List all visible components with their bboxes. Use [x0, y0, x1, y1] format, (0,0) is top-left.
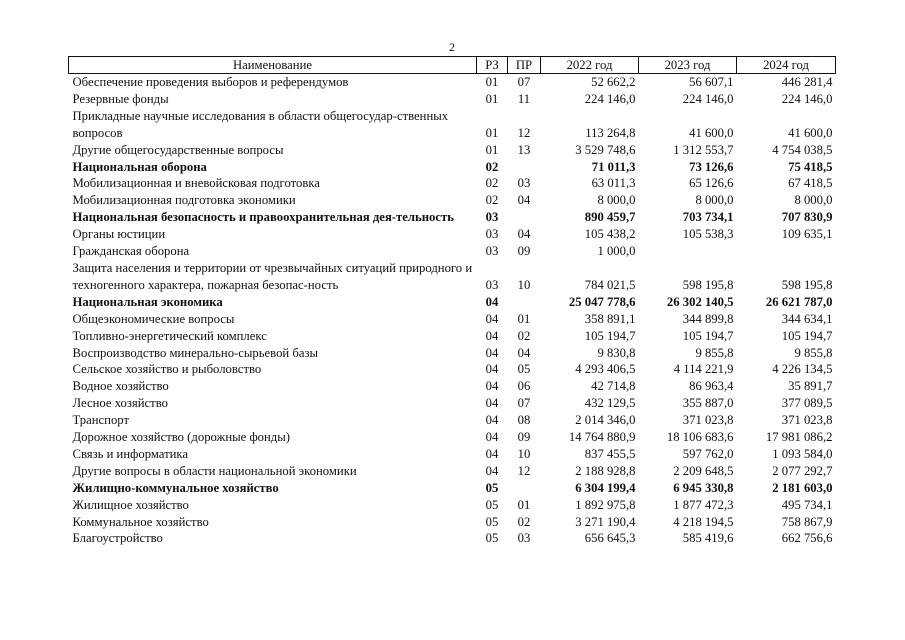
row-value-2022: 6 304 199,4 [575, 480, 636, 495]
row-name: Защита населения и территории от чрезвычайных ситуаций природного и техногенного характера, пожарная безопас-ность [72, 260, 473, 292]
row-rz: 04 [485, 430, 499, 445]
row-name: Транспорт [72, 413, 130, 428]
row-value-2023: 1 877 472,3 [673, 497, 734, 512]
row-rz: 01 [485, 75, 499, 89]
row-name: Национальная оборона [72, 159, 207, 174]
table-row [69, 378, 836, 395]
row-value-2022: 9 830,8 [597, 345, 636, 360]
budget-table [68, 56, 836, 547]
table-row [69, 74, 836, 91]
row-name: Мобилизационная и вневойсковая подготовка [72, 176, 320, 191]
row-pr: 04 [517, 227, 531, 242]
row-value-2024: 26 621 787,0 [765, 294, 833, 309]
row-value-2023: 344 899,8 [682, 311, 734, 326]
row-pr: 03 [517, 531, 531, 546]
row-value-2023: 224 146,0 [682, 91, 734, 106]
row-value-2024: 495 734,1 [781, 497, 833, 512]
row-value-2024: 707 830,9 [781, 210, 833, 225]
row-rz: 04 [485, 379, 499, 394]
row-name: Национальная экономика [72, 294, 223, 309]
row-pr: 10 [517, 446, 531, 461]
table-row [69, 108, 836, 142]
row-value-2023: 2 209 648,5 [673, 463, 734, 478]
row-value-2022: 890 459,7 [584, 210, 636, 225]
row-value-2023: 65 126,6 [689, 176, 734, 191]
row-value-2024: 9 855,8 [794, 345, 833, 360]
row-value-2024: 35 891,7 [788, 379, 833, 394]
table-row [69, 175, 836, 192]
table-row [69, 192, 836, 209]
row-pr: 07 [517, 396, 531, 411]
row-rz: 04 [485, 413, 499, 428]
row-pr: 07 [517, 75, 531, 89]
header-2024: 2024 год [737, 57, 836, 74]
row-value-2022: 358 891,1 [584, 311, 636, 326]
table-row [69, 514, 836, 531]
row-value-2022: 14 764 880,9 [568, 430, 636, 445]
row-name: Дорожное хозяйство (дорожные фонды) [72, 430, 291, 445]
row-value-2023: 585 419,6 [682, 531, 734, 546]
row-pr: 03 [517, 176, 531, 191]
row-name: Водное хозяйство [72, 379, 169, 394]
row-value-2024: 105 194,7 [781, 328, 833, 343]
table-row [69, 497, 836, 514]
table-row [69, 361, 836, 378]
row-value-2024: 75 418,5 [788, 159, 833, 174]
row-value-2024: 8 000,0 [794, 193, 833, 208]
row-value-2024: 4 754 038,5 [772, 142, 833, 157]
row-value-2022: 71 011,3 [591, 159, 636, 174]
header-pr: ПР [508, 57, 541, 74]
row-value-2023: 105 538,3 [682, 227, 734, 242]
section-row [69, 209, 836, 226]
row-value-2023: 598 195,8 [682, 277, 734, 292]
header-rz: РЗ [477, 57, 508, 74]
row-rz: 04 [485, 463, 499, 478]
row-pr: 02 [517, 514, 531, 529]
row-pr: 13 [517, 142, 531, 157]
row-value-2022: 3 529 748,6 [575, 142, 636, 157]
row-value-2022: 3 271 190,4 [575, 514, 636, 529]
row-rz: 02 [485, 159, 499, 174]
row-value-2024: 2 181 603,0 [772, 480, 833, 495]
row-name: Жилищно-коммунальное хозяйство [72, 480, 279, 495]
row-name: Воспроизводство минерально-сырьевой базы [72, 345, 319, 360]
table-body [69, 74, 836, 548]
section-row [69, 294, 836, 311]
row-value-2022: 42 714,8 [591, 379, 636, 394]
row-value-2024: 598 195,8 [781, 277, 833, 292]
row-pr: 09 [517, 244, 531, 259]
section-row [69, 480, 836, 497]
row-rz: 03 [485, 227, 499, 242]
row-pr: 12 [517, 463, 531, 478]
header-2023: 2023 год [639, 57, 737, 74]
row-value-2022: 1 000,0 [597, 244, 636, 259]
row-value-2023: 56 607,1 [689, 75, 734, 89]
budget-table-container [68, 56, 835, 547]
row-value-2022: 784 021,5 [584, 277, 636, 292]
row-pr: 01 [517, 497, 531, 512]
table-row [69, 311, 836, 328]
row-pr: 02 [517, 328, 531, 343]
row-value-2024: 109 635,1 [781, 227, 833, 242]
row-rz: 05 [485, 514, 499, 529]
row-rz: 04 [485, 311, 499, 326]
row-value-2023: 41 600,0 [689, 125, 734, 140]
row-rz: 01 [485, 142, 499, 157]
row-value-2022: 2 014 346,0 [575, 413, 636, 428]
row-value-2023: 703 734,1 [682, 210, 734, 225]
page-number: 2 [449, 40, 455, 54]
row-value-2023: 355 887,0 [682, 396, 734, 411]
row-name: Коммунальное хозяйство [72, 514, 209, 529]
row-name: Сельское хозяйство и рыболовство [72, 362, 262, 377]
table-row [69, 412, 836, 429]
row-pr: 10 [517, 277, 531, 292]
row-name: Национальная безопасность и правоохранительная дея-тельность [72, 210, 454, 225]
row-value-2022: 432 129,5 [584, 396, 636, 411]
row-rz: 05 [485, 531, 499, 546]
row-value-2024: 2 077 292,7 [772, 463, 833, 478]
row-pr: 09 [517, 430, 531, 445]
table-header [69, 57, 836, 74]
row-pr: 04 [517, 193, 531, 208]
table-row [69, 91, 836, 108]
row-value-2022: 25 047 778,6 [568, 294, 636, 309]
row-value-2023: 4 218 194,5 [673, 514, 734, 529]
row-name: Органы юстиции [72, 227, 166, 242]
row-value-2023: 6 945 330,8 [673, 480, 734, 495]
row-value-2024: 758 867,9 [781, 514, 833, 529]
row-value-2024: 67 418,5 [788, 176, 833, 191]
row-pr [508, 209, 541, 226]
row-value-2022: 656 645,3 [584, 531, 636, 546]
row-rz: 05 [485, 480, 499, 495]
table-row [69, 530, 836, 547]
row-name: Мобилизационная подготовка экономики [72, 193, 296, 208]
row-value-2023: 1 312 553,7 [673, 142, 734, 157]
row-name: Прикладные научные исследования в области общегосудар-ственных вопросов [72, 108, 449, 140]
table-row [69, 345, 836, 362]
row-name: Обеспечение проведения выборов и референдумов [72, 75, 349, 89]
row-value-2023: 371 023,8 [682, 413, 734, 428]
header-2022: 2022 год [541, 57, 639, 74]
row-rz: 03 [485, 210, 499, 225]
table-row [69, 429, 836, 446]
header-name: Наименование [69, 57, 477, 74]
row-value-2022: 2 188 928,8 [575, 463, 636, 478]
table-row [69, 226, 836, 243]
row-value-2023: 73 126,6 [689, 159, 734, 174]
row-value-2022: 837 455,5 [584, 446, 636, 461]
row-value-2022: 113 264,8 [585, 125, 636, 140]
row-value-2023: 8 000,0 [695, 193, 734, 208]
row-name: Гражданская оборона [72, 244, 190, 259]
row-value-2024: 4 226 134,5 [772, 362, 833, 377]
row-rz: 05 [485, 497, 499, 512]
row-value-2024: 1 093 584,0 [772, 446, 833, 461]
row-rz: 04 [485, 328, 499, 343]
row-value-2024: 662 756,6 [781, 531, 833, 546]
row-pr: 04 [517, 345, 531, 360]
row-value-2022: 224 146,0 [584, 91, 636, 106]
row-value-2024: 41 600,0 [788, 125, 833, 140]
row-value-2022: 105 438,2 [584, 227, 636, 242]
table-row [69, 328, 836, 345]
row-name: Лесное хозяйство [72, 396, 168, 411]
row-name: Другие вопросы в области национальной экономики [72, 463, 357, 478]
row-pr: 11 [517, 91, 531, 106]
row-value-2024 [737, 243, 836, 260]
table-row [69, 243, 836, 260]
row-value-2024: 371 023,8 [781, 413, 833, 428]
table-row [69, 142, 836, 159]
row-rz: 02 [485, 193, 499, 208]
row-value-2024: 377 089,5 [781, 396, 833, 411]
row-pr: 01 [517, 311, 531, 326]
row-value-2022: 1 892 975,8 [575, 497, 636, 512]
row-pr: 08 [517, 413, 531, 428]
row-rz: 04 [485, 294, 499, 309]
row-pr: 06 [517, 379, 531, 394]
row-name: Благоустройство [72, 531, 163, 546]
row-value-2022: 63 011,3 [591, 176, 636, 191]
row-pr: 12 [517, 125, 531, 140]
row-pr [508, 294, 541, 311]
row-pr [508, 480, 541, 497]
section-row [69, 159, 836, 176]
row-rz: 04 [485, 345, 499, 360]
row-value-2022: 105 194,7 [584, 328, 636, 343]
header-row [69, 57, 836, 74]
row-name: Общеэкономические вопросы [72, 311, 235, 326]
row-name: Резервные фонды [72, 91, 169, 106]
table-row [69, 260, 836, 294]
row-rz: 04 [485, 446, 499, 461]
row-rz: 03 [485, 277, 499, 292]
row-rz: 01 [485, 125, 499, 140]
table-row [69, 395, 836, 412]
row-value-2022: 8 000,0 [597, 193, 636, 208]
row-name: Связь и информатика [72, 446, 189, 461]
row-value-2022: 52 662,2 [591, 75, 636, 89]
row-value-2023: 26 302 140,5 [666, 294, 734, 309]
table-row [69, 446, 836, 463]
row-value-2023: 18 106 683,6 [666, 430, 734, 445]
row-rz: 01 [485, 91, 499, 106]
row-value-2023: 9 855,8 [695, 345, 734, 360]
row-name: Другие общегосударственные вопросы [72, 142, 284, 157]
row-value-2024: 17 981 086,2 [765, 430, 833, 445]
row-rz: 04 [485, 362, 499, 377]
row-value-2023: 86 963,4 [689, 379, 734, 394]
row-pr: 05 [517, 362, 531, 377]
row-value-2022: 4 293 406,5 [575, 362, 636, 377]
row-rz: 03 [485, 244, 499, 259]
row-value-2024: 224 146,0 [781, 91, 833, 106]
row-pr [508, 159, 541, 176]
row-name: Жилищное хозяйство [72, 497, 189, 512]
row-value-2023 [639, 243, 737, 260]
row-name: Топливно-энергетический комплекс [72, 328, 267, 343]
row-rz: 02 [485, 176, 499, 191]
table-row [69, 463, 836, 480]
row-value-2024: 446 281,4 [781, 75, 833, 89]
row-value-2023: 597 762,0 [682, 446, 734, 461]
row-value-2023: 105 194,7 [682, 328, 734, 343]
row-rz: 04 [485, 396, 499, 411]
row-value-2023: 4 114 221,9 [673, 362, 734, 377]
row-value-2024: 344 634,1 [781, 311, 833, 326]
